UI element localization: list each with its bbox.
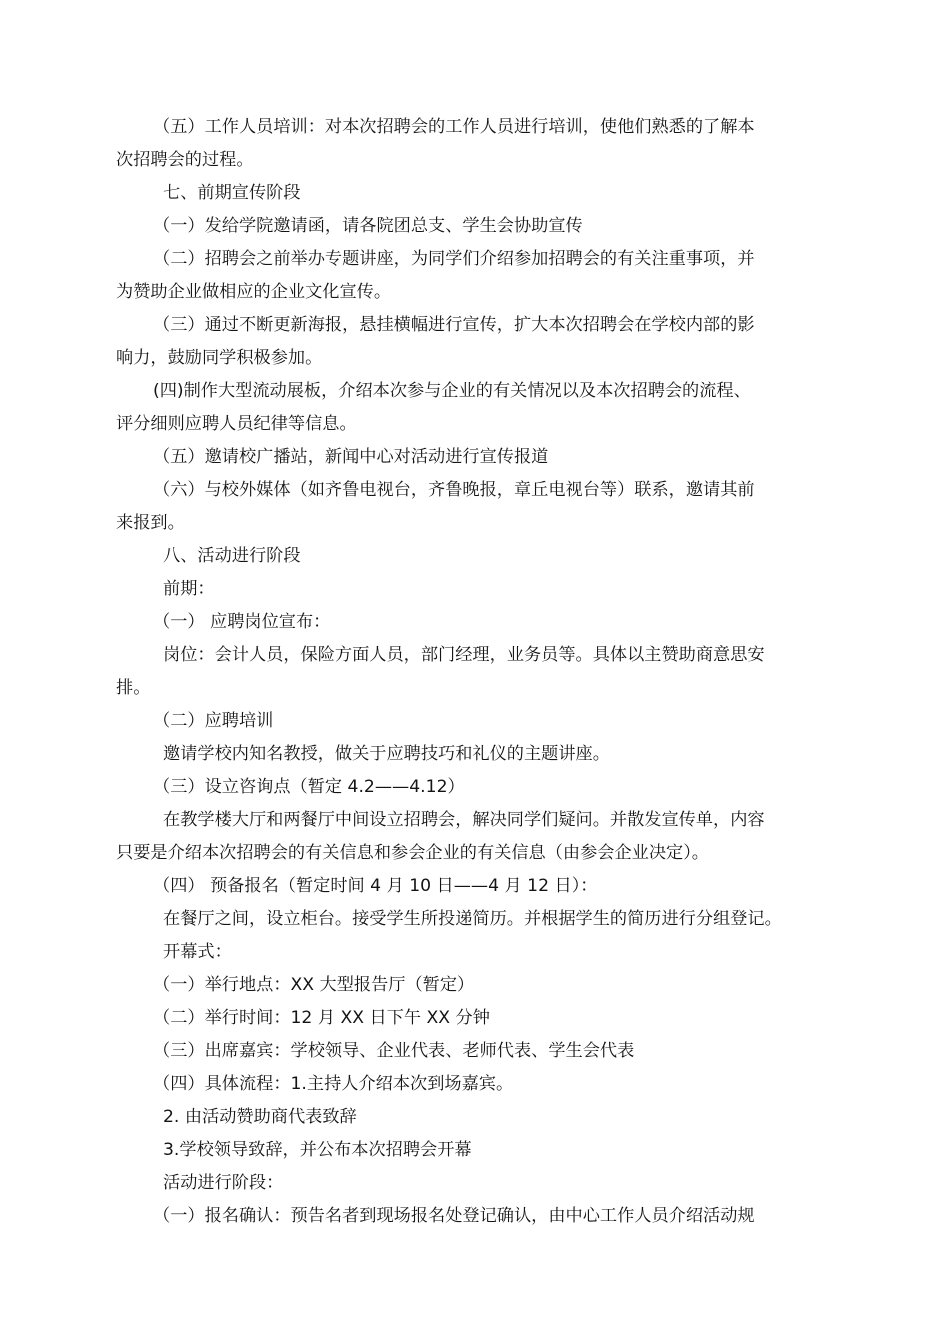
section-heading: 八、活动进行阶段 xyxy=(163,546,301,566)
paragraph-line: 排。 xyxy=(116,678,151,698)
paragraph-line: 前期： xyxy=(163,579,215,599)
paragraph-line: 在教学楼大厅和两餐厅中间设立招聘会，解决同学们疑问。并散发宣传单，内容 xyxy=(163,810,765,830)
paragraph-line: （一）举行地点：XX 大型报告厅（暂定） xyxy=(153,975,475,995)
paragraph-line: 开幕式： xyxy=(163,942,232,962)
paragraph-line: 在餐厅之间，设立柜台。接受学生所投递简历。并根据学生的简历进行分组登记。 xyxy=(163,909,782,929)
paragraph-line: （五）工作人员培训：对本次招聘会的工作人员进行培训，使他们熟悉的了解本 xyxy=(153,117,755,137)
document-body xyxy=(116,111,834,1233)
paragraph-line: （四）具体流程：1.主持人介绍本次到场嘉宾。 xyxy=(153,1074,514,1094)
paragraph-line: 邀请学校内知名教授，做关于应聘技巧和礼仪的主题讲座。 xyxy=(163,744,610,764)
paragraph-line: 次招聘会的过程。 xyxy=(116,150,254,170)
paragraph-line: 只要是介绍本次招聘会的有关信息和参会企业的有关信息（由参会企业决定）。 xyxy=(116,843,709,863)
section-heading: 七、前期宣传阶段 xyxy=(163,183,301,203)
paragraph-line: （六）与校外媒体（如齐鲁电视台，齐鲁晚报，章丘电视台等）联系，邀请其前 xyxy=(153,480,755,500)
paragraph-line: 评分细则应聘人员纪律等信息。 xyxy=(116,414,357,434)
paragraph-line: （一） 应聘岗位宣布： xyxy=(153,612,331,632)
paragraph-line: （三）出席嘉宾：学校领导、企业代表、老师代表、学生会代表 xyxy=(153,1041,635,1061)
paragraph-line: 岗位：会计人员，保险方面人员，部门经理，业务员等。具体以主赞助商意思安 xyxy=(163,645,765,665)
paragraph-line: 3.学校领导致辞，并公布本次招聘会开幕 xyxy=(163,1140,472,1160)
paragraph-line: 来报到。 xyxy=(116,513,185,533)
paragraph-line: (四)制作大型流动展板，介绍本次参与企业的有关情况以及本次招聘会的流程、 xyxy=(153,381,751,401)
paragraph-line: （三）设立咨询点（暂定 4.2——4.12） xyxy=(153,777,465,797)
paragraph-line: 响力，鼓励同学积极参加。 xyxy=(116,348,323,368)
paragraph-line: 2. 由活动赞助商代表致辞 xyxy=(163,1107,357,1127)
paragraph-line: （四） 预备报名（暂定时间 4 月 10 日——4 月 12 日）： xyxy=(153,876,598,896)
paragraph-line: 活动进行阶段： xyxy=(163,1173,284,1193)
paragraph-line: （五）邀请校广播站，新闻中心对活动进行宣传报道 xyxy=(153,447,549,467)
paragraph-line: （一）报名确认：预告名者到现场报名处登记确认，由中心工作人员介绍活动规 xyxy=(153,1206,755,1226)
paragraph-line: 为赞助企业做相应的企业文化宣传。 xyxy=(116,282,392,302)
paragraph-line: （三）通过不断更新海报，悬挂横幅进行宣传，扩大本次招聘会在学校内部的影 xyxy=(153,315,755,335)
paragraph-line: （二）应聘培训 xyxy=(153,711,274,731)
paragraph-line: （二）招聘会之前举办专题讲座，为同学们介绍参加招聘会的有关注重事项，并 xyxy=(153,249,755,269)
paragraph-line: （一）发给学院邀请函，请各院团总支、学生会协助宣传 xyxy=(153,216,583,236)
paragraph-line: （二）举行时间：12 月 XX 日下午 XX 分钟 xyxy=(153,1008,490,1028)
